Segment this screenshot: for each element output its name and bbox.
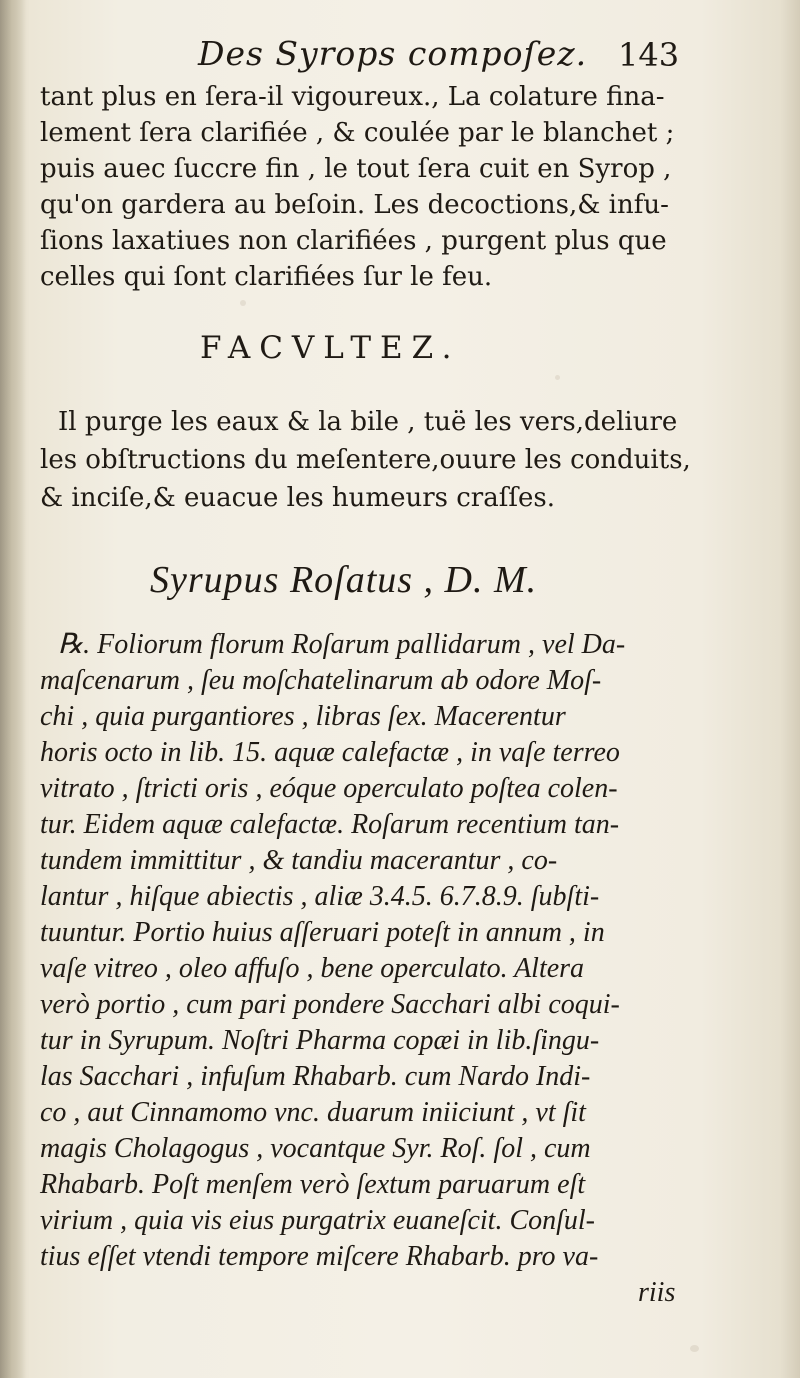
recipe-line: tur. Eidem aquæ calefactæ. Roſarum recentium tan- (40, 809, 620, 840)
recipe-line: tur in Syrupum. Noſtri Pharma copæi in lib.ſingu- (40, 1025, 600, 1056)
text-line: lement ſera clarifiée , & coulée par le blanchet ; (40, 118, 675, 148)
catchword: riis (638, 1277, 676, 1308)
recipe-line: vaſe vitreo , oleo affuſo , bene operculato. Altera (40, 953, 585, 984)
recipe-line: tius eſſet vtendi tempore miſcere Rhabarb. pro va- (40, 1241, 599, 1272)
recipe-line: verò portio , cum pari pondere Sacchari albi coqui- (40, 989, 620, 1020)
recipe-title: Syrupus Roſatus , D. M. (150, 559, 538, 601)
recipe-line: vitrato , ſtricti oris , eóque operculato poſtea colen- (40, 773, 618, 804)
recipe-line: co , aut Cinnamomo vnc. duarum iniiciunt , vt ſit (40, 1097, 586, 1128)
text-line: tant plus en ſera-il vigoureux., La colature fina- (40, 82, 665, 112)
recipe-line: virium , quia vis eius purgatrix euaneſcit. Conſul- (40, 1205, 596, 1236)
recipe-line: las Sacchari , infuſum Rhabarb. cum Nardo Indi- (40, 1061, 591, 1092)
text-line: les obſtructions du meſentere,ouure les conduits, (40, 445, 691, 475)
recipe-text (40, 628, 780, 1328)
page-number: 143 (618, 36, 680, 74)
page-binding-shadow (0, 0, 26, 1378)
text-line: & inciſe,& euacue les humeurs craſſes. (40, 483, 555, 513)
recipe-line: maſcenarum , ſeu moſchatelinarum ab odore Moſ- (40, 665, 602, 696)
recipe-line: chi , quia purgantiores , libras ſex. Macerentur (40, 701, 566, 732)
text-line: puis auec ſuccre fin , le tout ſera cuit en Syrop , (40, 154, 672, 184)
recipe-line: ℞. Foliorum florum Roſarum pallidarum , vel Da- (58, 629, 626, 660)
text-line: ſions laxatiues non clarifiées , purgent plus que (40, 226, 667, 256)
text-line: Il purge les eaux & la bile , tuë les vers,deliure (58, 407, 678, 437)
recipe-line: tundem immittitur , & tandiu macerantur , co- (40, 845, 558, 876)
text-line: qu'on gardera au beſoin. Les decoctions,& infu- (40, 190, 669, 220)
recipe-line: tuuntur. Portio huius aſſeruari poteſt in annum , in (40, 917, 605, 948)
paper-spot (690, 1345, 699, 1352)
recipe-line: horis octo in lib. 15. aquæ calefactæ , in vaſe terreo (40, 737, 620, 768)
recipe-line: lantur , hiſque abiectis , aliæ 3.4.5. 6.7.8.9. ſubſti- (40, 881, 600, 912)
paragraph-faculties (40, 405, 780, 520)
text-line: celles qui ſont clarifiées ſur le feu. (40, 262, 493, 292)
recipe-line: Rhabarb. Poſt menſem verò ſextum paruarum eſt (40, 1169, 586, 1200)
page-header (40, 34, 780, 84)
paragraph-preparation (40, 80, 780, 310)
recipe-line: magis Cholagogus , vocantque Syr. Roſ. ſol , cum (40, 1133, 591, 1164)
paper-spot (555, 375, 560, 380)
section-heading-facultez: FACVLTEZ. (200, 330, 461, 366)
running-title: Des Syrops compoſez. (198, 34, 588, 73)
